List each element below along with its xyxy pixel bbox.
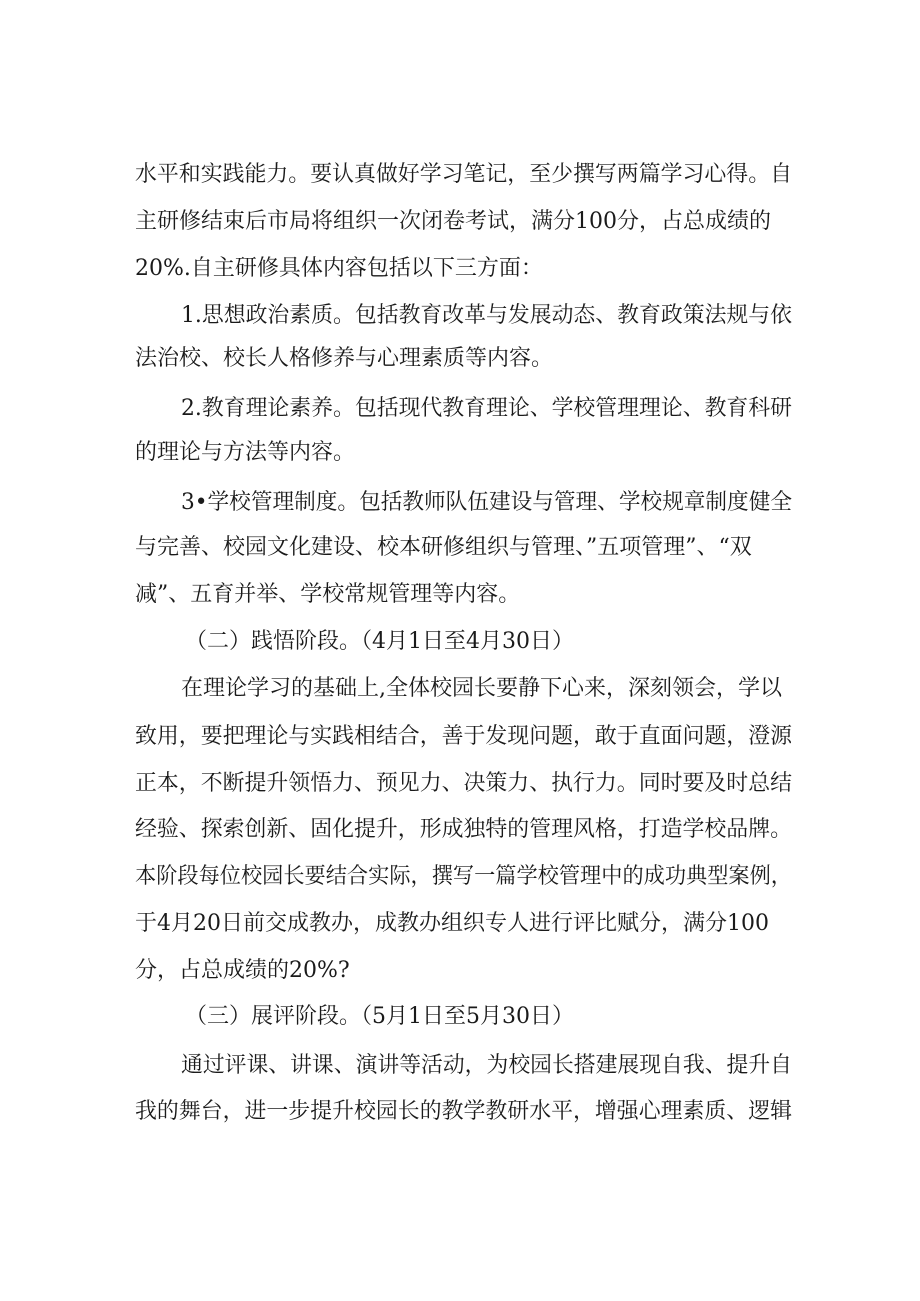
line-text: 于4月20日前交成教办，成教办组织专人进行评比赋分，满分100 <box>135 911 769 936</box>
line-text: （三）展评阶段。（5月1日至5月30日） <box>185 1004 574 1029</box>
line-text: 分，占总成绩的20%? <box>135 958 350 983</box>
line-text: 减”、五育并举、学校常规管理等内容。 <box>135 582 521 607</box>
line-text: 3•学校管理制度。包括教师队伍建设与管理、学校规章制度健全 <box>181 490 792 515</box>
line-text: 2.教育理论素养。包括现代教育理论、学校管理理论、教育科研 <box>181 396 792 421</box>
line-text: 20%.自主研修具体内容包括以下三方面： <box>135 256 543 281</box>
line-text: 通过评课、讲课、演讲等活动，为校园长搭建展现自我、提升自 <box>181 1053 792 1078</box>
line-text: 与完善、校园文化建设、校本研修组织与管理、”五项管理”、“双 <box>135 535 752 560</box>
line-text: 本阶段每位校园长要结合实际，撰写一篇学校管理中的成功典型案例， <box>135 864 792 889</box>
line-text: 水平和实践能力。要认真做好学习笔记，至少撰写两篇学习心得。自 <box>135 162 792 187</box>
line-text: 的理论与方法等内容。 <box>135 440 356 465</box>
line-text: 经验、探索创新、固化提升，形成独特的管理风格，打造学校品牌。 <box>135 817 792 842</box>
line-text: 我的舞台，进一步提升校园长的教学教研水平，增强心理素质、逻辑 <box>135 1099 792 1124</box>
line-text: 致用，要把理论与实践相结合，善于发现问题，敢于直面问题，澄源 <box>135 724 792 749</box>
line-text: 在理论学习的基础上,全体校园长要静下心来，深刻领会，学以 <box>181 676 782 701</box>
line-text: 1.思想政治素质。包括教育改革与发展动态、教育政策法规与依 <box>181 303 792 328</box>
line-text: （二）践悟阶段。（4月1日至4月30日） <box>185 629 574 654</box>
line-text: 正本，不断提升领悟力、预见力、决策力、执行力。同时要及时总结 <box>135 771 792 796</box>
line-text: 主研修结束后市局将组织一次闭卷考试，满分100分，占总成绩的 <box>135 209 771 234</box>
line-text: 法治校、校长人格修养与心理素质等内容。 <box>135 346 554 371</box>
